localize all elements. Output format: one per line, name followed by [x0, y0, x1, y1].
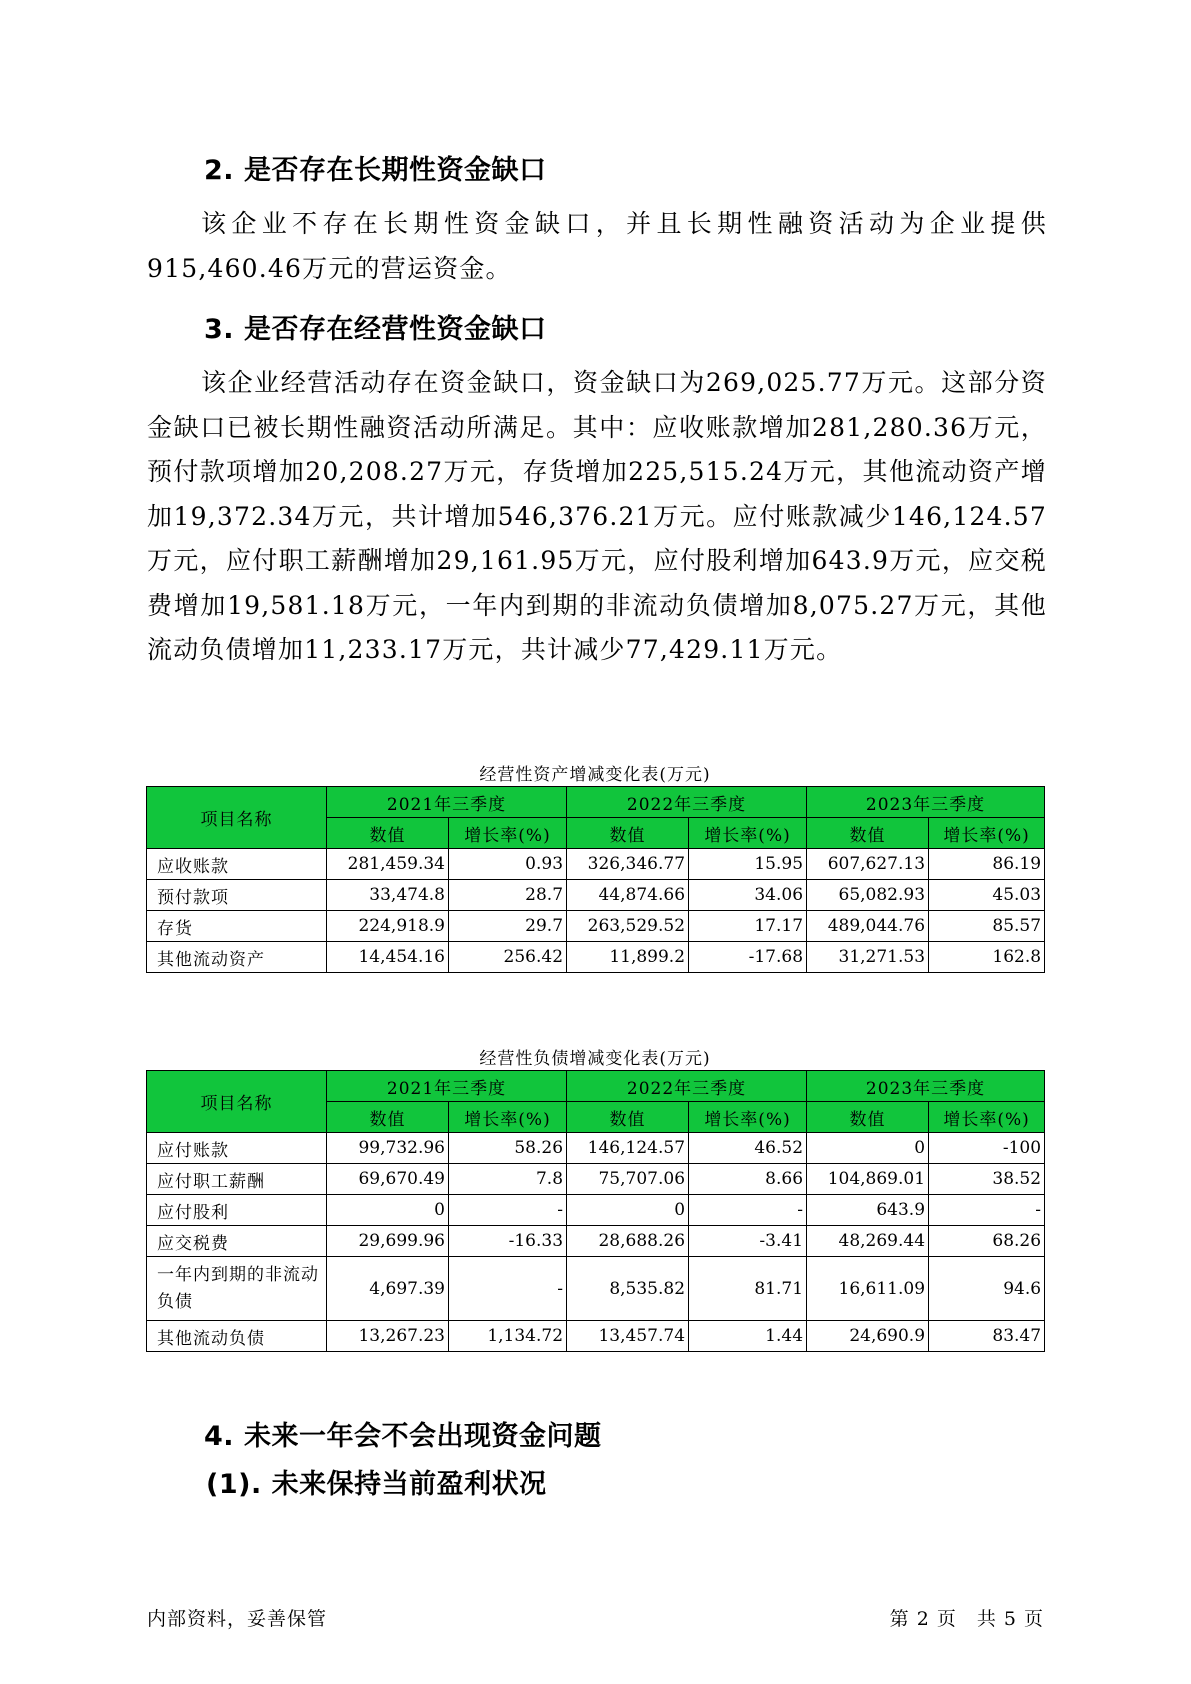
section-2-text: 该企业不存在长期性资金缺口，并且长期性融资活动为企业提供915,460.46万元的营运资金。 — [147, 209, 1047, 283]
cell: -100 — [929, 1133, 1045, 1164]
row-name: 预付款项 — [147, 880, 327, 911]
liabilities-period-2023: 2023年三季度 — [807, 1071, 1045, 1102]
row-name: 应收账款 — [147, 849, 327, 880]
liabilities-subheader-value: 数值 — [807, 1102, 929, 1133]
cell: 8.66 — [689, 1164, 807, 1195]
row-name: 其他流动资产 — [147, 942, 327, 973]
row-name: 应付职工薪酬 — [147, 1164, 327, 1195]
cell: 643.9 — [807, 1195, 929, 1226]
assets-subheader-growth: 增长率(%) — [449, 818, 567, 849]
assets-subheader-growth: 增长率(%) — [689, 818, 807, 849]
liabilities-subheader-growth: 增长率(%) — [449, 1102, 567, 1133]
liabilities-period-2021: 2021年三季度 — [327, 1071, 567, 1102]
cell: 17.17 — [689, 911, 807, 942]
cell: 28,688.26 — [567, 1226, 689, 1257]
cell: 65,082.93 — [807, 880, 929, 911]
cell: 75,707.06 — [567, 1164, 689, 1195]
cell: 1.44 — [689, 1321, 807, 1352]
cell: 31,271.53 — [807, 942, 929, 973]
cell: 8,535.82 — [567, 1257, 689, 1321]
liabilities-period-2022: 2022年三季度 — [567, 1071, 807, 1102]
cell: 13,457.74 — [567, 1321, 689, 1352]
cell: 94.6 — [929, 1257, 1045, 1321]
row-name: 存货 — [147, 911, 327, 942]
cell: 13,267.23 — [327, 1321, 449, 1352]
section-4-heading: 4. 未来一年会不会出现资金问题 — [204, 1421, 602, 1452]
section-3-heading: 3. 是否存在经营性资金缺口 — [204, 314, 547, 345]
cell: 29.7 — [449, 911, 567, 942]
cell: - — [689, 1195, 807, 1226]
cell: 0 — [327, 1195, 449, 1226]
footer-confidential-note: 内部资料，妥善保管 — [147, 1608, 328, 1630]
row-name: 其他流动负债 — [147, 1321, 327, 1352]
cell: 0.93 — [449, 849, 567, 880]
cell: 83.47 — [929, 1321, 1045, 1352]
cell: 33,474.8 — [327, 880, 449, 911]
assets-table — [146, 786, 1045, 973]
cell: 34.06 — [689, 880, 807, 911]
cell: - — [929, 1195, 1045, 1226]
section-3-text: 该企业经营活动存在资金缺口，资金缺口为269,025.77万元。这部分资金缺口已被长期性融资活动所满足。其中：应收账款增加281,280.36万元，预付款项增加20,208.27万元，存货增加225,515.24万元，其他流动资产增加19,372.34万元，共计增加546,376.21万元。应付账款减少146,124.57万元，应付职工薪酬增加29,161.95万元，应付股利增加643.9万元，应交税费增加19,581.18万元，一年内到期的非流动负债增加8,075.27万元，其他流动负债增加11,233.17万元，共计减少77,429.11万元。 — [147, 368, 1047, 664]
cell: 7.8 — [449, 1164, 567, 1195]
cell: 146,124.57 — [567, 1133, 689, 1164]
cell: 263,529.52 — [567, 911, 689, 942]
table-row — [147, 911, 1045, 942]
cell: 46.52 — [689, 1133, 807, 1164]
cell: 99,732.96 — [327, 1133, 449, 1164]
section-4-subheading: (1). 未来保持当前盈利状况 — [206, 1469, 547, 1500]
cell: 44,874.66 — [567, 880, 689, 911]
liabilities-table-caption: 经营性负债增减变化表(万元) — [479, 1049, 711, 1069]
cell: 29,699.96 — [327, 1226, 449, 1257]
section-2-heading: 2. 是否存在长期性资金缺口 — [204, 155, 547, 186]
cell: 11,899.2 — [567, 942, 689, 973]
section-3-paragraph — [147, 361, 1047, 673]
table-row — [147, 849, 1045, 880]
section-2-paragraph — [147, 202, 1047, 291]
assets-header-row-periods — [147, 787, 1045, 818]
cell: 14,454.16 — [327, 942, 449, 973]
row-name: 应交税费 — [147, 1226, 327, 1257]
cell: 15.95 — [689, 849, 807, 880]
cell: -16.33 — [449, 1226, 567, 1257]
table-row — [147, 1321, 1045, 1352]
cell: 85.57 — [929, 911, 1045, 942]
table-row — [147, 1226, 1045, 1257]
cell: 45.03 — [929, 880, 1045, 911]
row-name: 一年内到期的非流动负债 — [147, 1257, 327, 1321]
cell: 607,627.13 — [807, 849, 929, 880]
assets-period-2022: 2022年三季度 — [567, 787, 807, 818]
liabilities-subheader-growth: 增长率(%) — [929, 1102, 1045, 1133]
cell: 68.26 — [929, 1226, 1045, 1257]
liabilities-table — [146, 1070, 1045, 1352]
cell: 281,459.34 — [327, 849, 449, 880]
assets-subheader-value: 数值 — [567, 818, 689, 849]
cell: 58.26 — [449, 1133, 567, 1164]
cell: 0 — [807, 1133, 929, 1164]
cell: 38.52 — [929, 1164, 1045, 1195]
table-row — [147, 1195, 1045, 1226]
cell: 24,690.9 — [807, 1321, 929, 1352]
cell: -17.68 — [689, 942, 807, 973]
cell: 162.8 — [929, 942, 1045, 973]
cell: 69,670.49 — [327, 1164, 449, 1195]
table-row — [147, 880, 1045, 911]
cell: 224,918.9 — [327, 911, 449, 942]
footer-page-number: 第 2 页 共 5 页 — [889, 1608, 1044, 1630]
cell: 326,346.77 — [567, 849, 689, 880]
liabilities-item-header: 项目名称 — [147, 1071, 327, 1133]
assets-period-2023: 2023年三季度 — [807, 787, 1045, 818]
liabilities-header-row-periods — [147, 1071, 1045, 1102]
assets-item-header: 项目名称 — [147, 787, 327, 849]
liabilities-subheader-value: 数值 — [327, 1102, 449, 1133]
row-name: 应付账款 — [147, 1133, 327, 1164]
assets-subheader-growth: 增长率(%) — [929, 818, 1045, 849]
cell: 256.42 — [449, 942, 567, 973]
assets-subheader-value: 数值 — [327, 818, 449, 849]
cell: 16,611.09 — [807, 1257, 929, 1321]
assets-subheader-value: 数值 — [807, 818, 929, 849]
cell: 489,044.76 — [807, 911, 929, 942]
assets-period-2021: 2021年三季度 — [327, 787, 567, 818]
cell: 104,869.01 — [807, 1164, 929, 1195]
liabilities-subheader-growth: 增长率(%) — [689, 1102, 807, 1133]
cell: 81.71 — [689, 1257, 807, 1321]
cell: 48,269.44 — [807, 1226, 929, 1257]
cell: - — [449, 1257, 567, 1321]
cell: -3.41 — [689, 1226, 807, 1257]
cell: - — [449, 1195, 567, 1226]
assets-table-caption: 经营性资产增减变化表(万元) — [479, 765, 711, 785]
cell: 86.19 — [929, 849, 1045, 880]
table-row — [147, 942, 1045, 973]
cell: 4,697.39 — [327, 1257, 449, 1321]
table-row — [147, 1164, 1045, 1195]
table-row — [147, 1257, 1045, 1321]
table-row — [147, 1133, 1045, 1164]
cell: 0 — [567, 1195, 689, 1226]
row-name: 应付股利 — [147, 1195, 327, 1226]
cell: 1,134.72 — [449, 1321, 567, 1352]
cell: 28.7 — [449, 880, 567, 911]
liabilities-subheader-value: 数值 — [567, 1102, 689, 1133]
